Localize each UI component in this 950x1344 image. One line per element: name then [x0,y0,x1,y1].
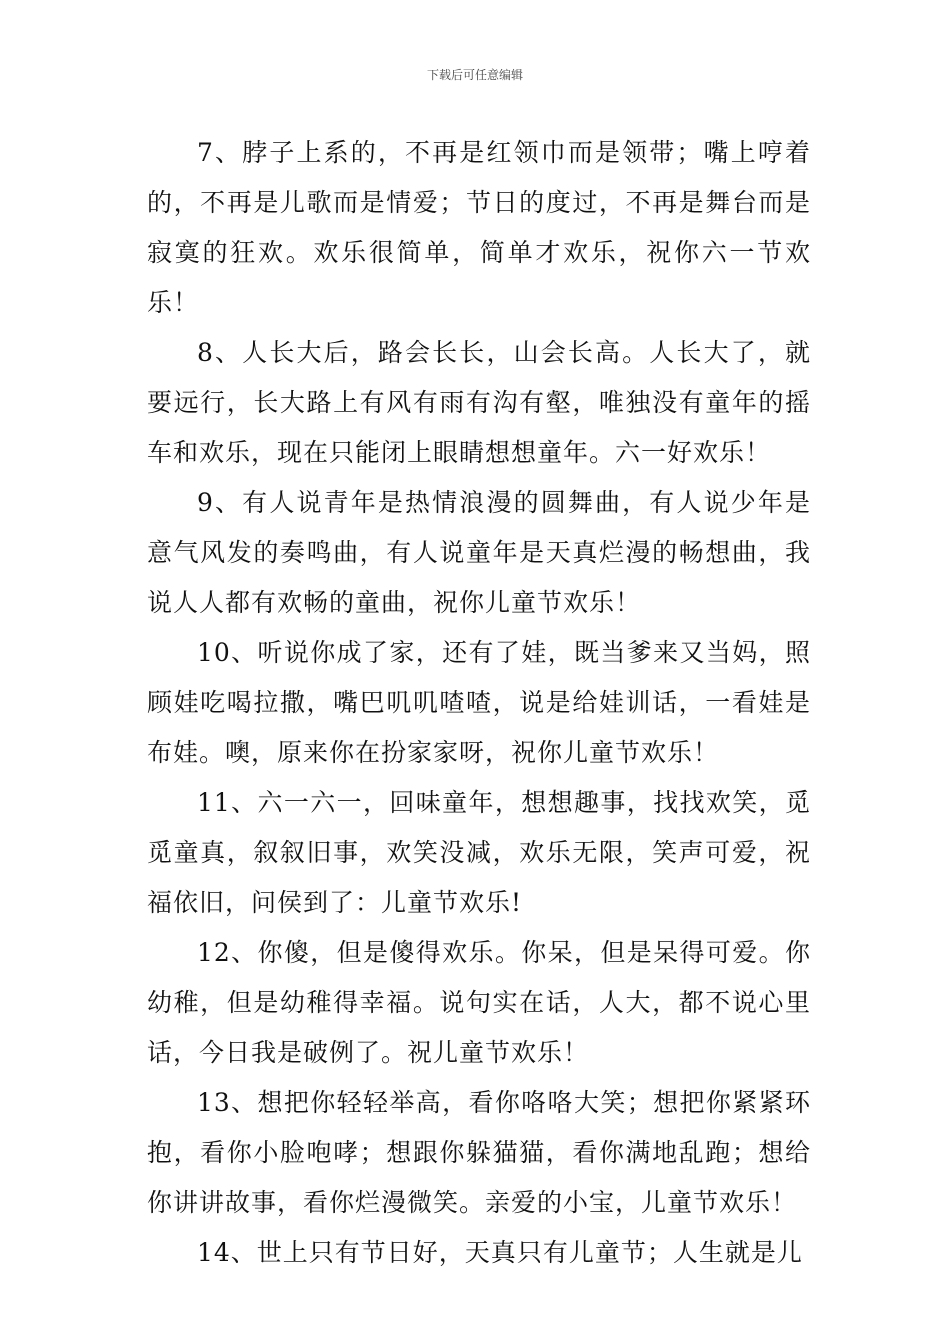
paragraph-12: 12、你傻，但是傻得欢乐。你呆，但是呆得可爱。你幼稚，但是幼稚得幸福。说句实在话，人大，都不说心里话，今日我是破例了。祝儿童节欢乐！ [147,938,811,1067]
paragraph-10: 10、听说你成了家，还有了娃，既当爹来又当妈，照顾娃吃喝拉撒，嘴巴叽叽喳喳，说是给娃训话，一看娃是布娃。噢，原来你在扮家家呀，祝你儿童节欢乐！ [147,638,811,767]
paragraph-9: 9、有人说青年是热情浪漫的圆舞曲，有人说少年是意气风发的奏鸣曲，有人说童年是天真烂漫的畅想曲，我说人人都有欢畅的童曲，祝你儿童节欢乐！ [147,488,811,617]
paragraph-8: 8、人长大后，路会长长，山会长高。人长大了，就要远行，长大路上有风有雨有沟有壑，唯独没有童年的摇车和欢乐，现在只能闭上眼睛想想童年。六一好欢乐！ [147,338,811,467]
document-body [147,128,811,1278]
paragraph-14: 14、世上只有节日好，天真只有儿童节；人生就是儿 [197,1238,803,1267]
paragraph-13: 13、想把你轻轻举高，看你咯咯大笑；想把你紧紧环抱，看你小脸咆哮；想跟你躲猫猫，看你满地乱跑；想给你讲讲故事，看你烂漫微笑。亲爱的小宝，儿童节欢乐！ [147,1088,811,1217]
page-header-note: 下载后可任意编辑 [426,68,523,82]
paragraph-7: 7、脖子上系的，不再是红领巾而是领带；嘴上哼着的，不再是儿歌而是情爱；节日的度过，不再是舞台而是寂寞的狂欢。欢乐很简单，简单才欢乐，祝你六一节欢乐！ [147,138,811,317]
paragraph-11: 11、六一六一，回味童年，想想趣事，找找欢笑，觅觅童真，叙叙旧事，欢笑没减，欢乐无限，笑声可爱，祝福依旧，问侯到了：儿童节欢乐! [147,788,811,917]
